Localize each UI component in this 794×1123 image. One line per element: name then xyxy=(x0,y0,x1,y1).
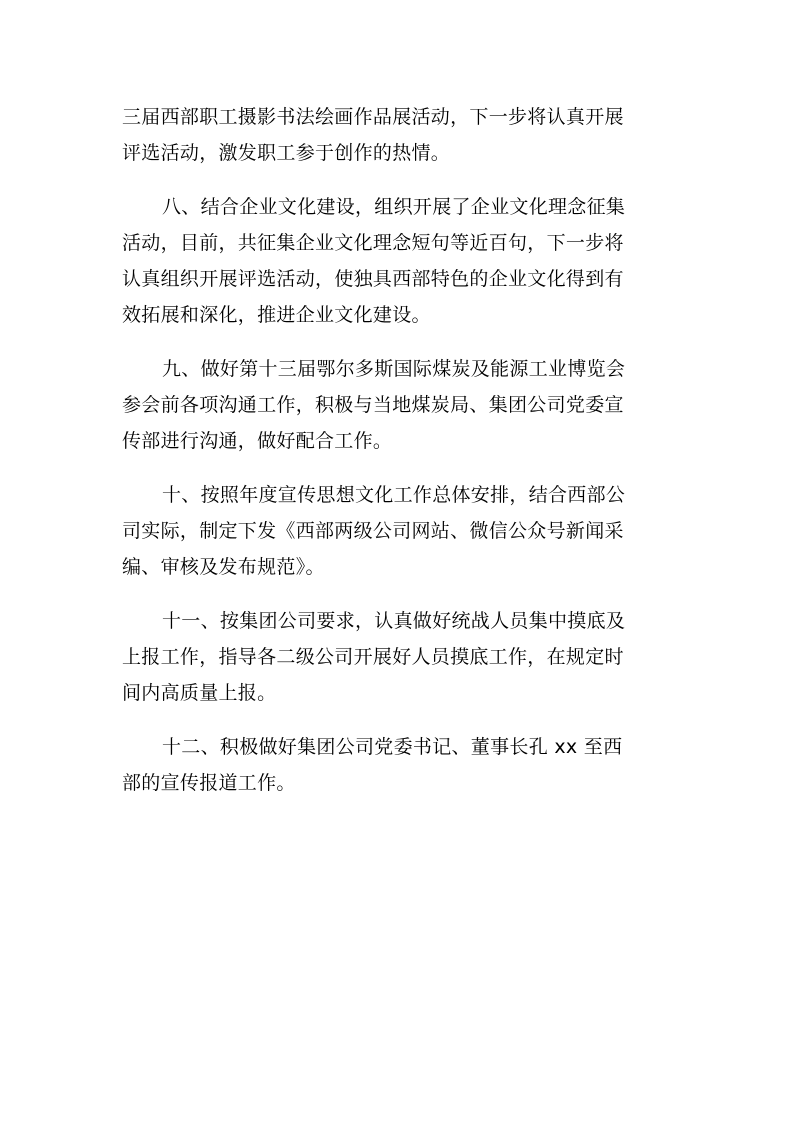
paragraph-9 xyxy=(122,351,682,459)
paragraph-10 xyxy=(122,477,682,585)
paragraph-7-continuation xyxy=(122,99,682,171)
paragraph-11 xyxy=(122,603,682,711)
paragraph-8 xyxy=(122,189,682,333)
text-line: 十、按照年度宣传思想文化工作总体安排，结合西部公 xyxy=(162,484,626,506)
text-line: 传部进行沟通，做好配合工作。 xyxy=(122,430,393,452)
text-line: 三届西部职工摄影书法绘画作品展活动，下一步将认真开展 xyxy=(122,106,624,128)
text-line: 评选活动，激发职工参于创作的热情。 xyxy=(122,142,451,164)
text-line: 上报工作，指导各二级公司开展好人员摸底工作，在规定时 xyxy=(122,646,624,668)
text-line: 十二、积极做好集团公司党委书记、董事长孔 xx 至西 xyxy=(162,736,623,758)
text-line: 九、做好第十三届鄂尔多斯国际煤炭及能源工业博览会 xyxy=(162,358,626,380)
text-line: 效拓展和深化，推进企业文化建设。 xyxy=(122,304,431,326)
text-line: 间内高质量上报。 xyxy=(122,682,277,704)
text-line: 司实际，制定下发《西部两级公司网站、微信公众号新闻采 xyxy=(122,520,624,542)
text-line: 部的宣传报道工作。 xyxy=(122,772,296,794)
text-line: 八、结合企业文化建设，组织开展了企业文化理念征集 xyxy=(162,196,626,218)
text-line: 十一、按集团公司要求，认真做好统战人员集中摸底及 xyxy=(162,610,626,632)
text-line: 认真组织开展评选活动，使独具西部特色的企业文化得到有 xyxy=(122,268,624,290)
text-line: 编、审核及发布规范》。 xyxy=(122,556,325,578)
text-line: 活动，目前，共征集企业文化理念短句等近百句，下一步将 xyxy=(122,232,624,254)
text-line: 参会前各项沟通工作，积极与当地煤炭局、集团公司党委宣 xyxy=(122,394,624,416)
paragraph-12 xyxy=(122,729,682,801)
document-body xyxy=(122,99,682,801)
